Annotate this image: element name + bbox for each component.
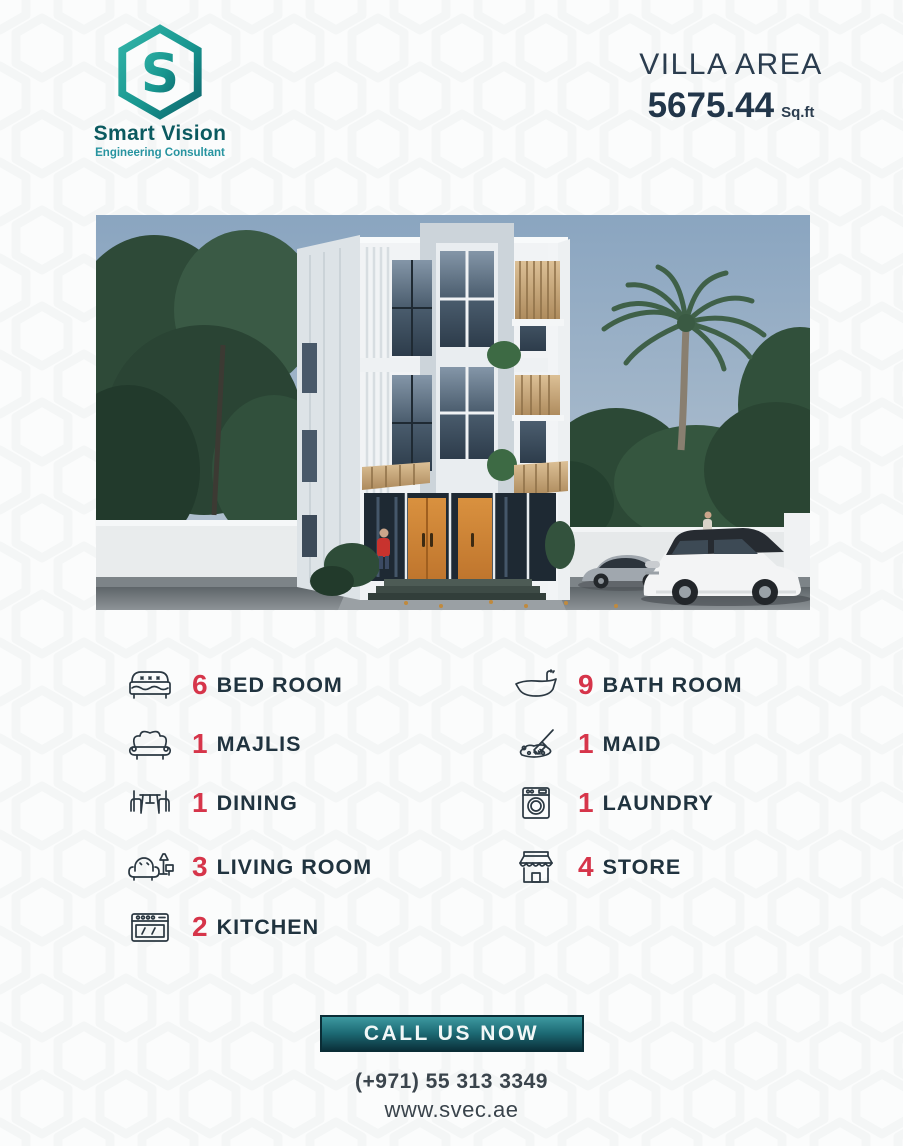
- feature-count: 1: [578, 787, 594, 818]
- feature-dining: [126, 782, 372, 824]
- feature-maid: [512, 723, 743, 765]
- feature-count: 4: [578, 851, 594, 882]
- feature-count: 9: [578, 669, 594, 700]
- villa-area-value: 5675.44: [647, 86, 775, 125]
- feature-majlis: [126, 723, 372, 765]
- feature-bedrooms: [126, 664, 372, 706]
- features-column-right: [512, 664, 743, 905]
- feature-count: 1: [578, 728, 594, 759]
- villa-building: [297, 223, 570, 600]
- feature-label: KITCHEN: [216, 914, 320, 939]
- feature-count: 1: [192, 787, 208, 818]
- bathtub-icon: [512, 665, 570, 705]
- website-link[interactable]: www.svec.ae: [384, 1097, 519, 1122]
- sofa-icon: [126, 724, 184, 764]
- brand-tagline: Engineering Consultant: [95, 147, 225, 159]
- feature-label: MAJLIS: [216, 731, 302, 756]
- feature-count: 1: [192, 728, 208, 759]
- feature-label: STORE: [602, 854, 682, 879]
- cleaning-icon: [512, 724, 570, 764]
- feature-living-room: [126, 846, 372, 888]
- armchair-lamp-icon: [126, 847, 184, 887]
- call-us-now-button[interactable]: CALL US NOW: [320, 1015, 584, 1052]
- bed-icon: [126, 665, 184, 705]
- villa-area-unit: Sq.ft: [781, 104, 815, 121]
- features-column-left: [126, 664, 372, 965]
- villa-render-image: [96, 215, 810, 610]
- feature-laundry: [512, 782, 743, 824]
- svg-text:S: S: [140, 41, 180, 105]
- phone-number[interactable]: (+971) 55 313 3349: [355, 1070, 548, 1093]
- feature-label: LAUNDRY: [602, 790, 714, 815]
- feature-count: 2: [192, 911, 208, 942]
- feature-count: 3: [192, 851, 208, 882]
- feature-label: BED ROOM: [216, 672, 343, 697]
- smart-vision-logo-icon: [114, 24, 206, 120]
- feature-store: [512, 846, 743, 888]
- washing-machine-icon: [512, 783, 570, 823]
- dining-table-icon: [126, 783, 184, 823]
- brand-logo-block: [52, 24, 268, 159]
- feature-label: LIVING ROOM: [216, 854, 373, 879]
- feature-label: BATH ROOM: [602, 672, 743, 697]
- feature-label: MAID: [602, 731, 662, 756]
- villa-area-label: VILLA AREA: [639, 48, 823, 81]
- storefront-icon: [512, 847, 570, 887]
- feature-kitchen: [126, 906, 372, 948]
- stove-icon: [126, 907, 184, 947]
- feature-label: DINING: [216, 790, 298, 815]
- feature-bathrooms: [512, 664, 743, 706]
- villa-area-block: [611, 48, 851, 126]
- feature-count: 6: [192, 669, 208, 700]
- brand-name: Smart Vision: [93, 122, 227, 145]
